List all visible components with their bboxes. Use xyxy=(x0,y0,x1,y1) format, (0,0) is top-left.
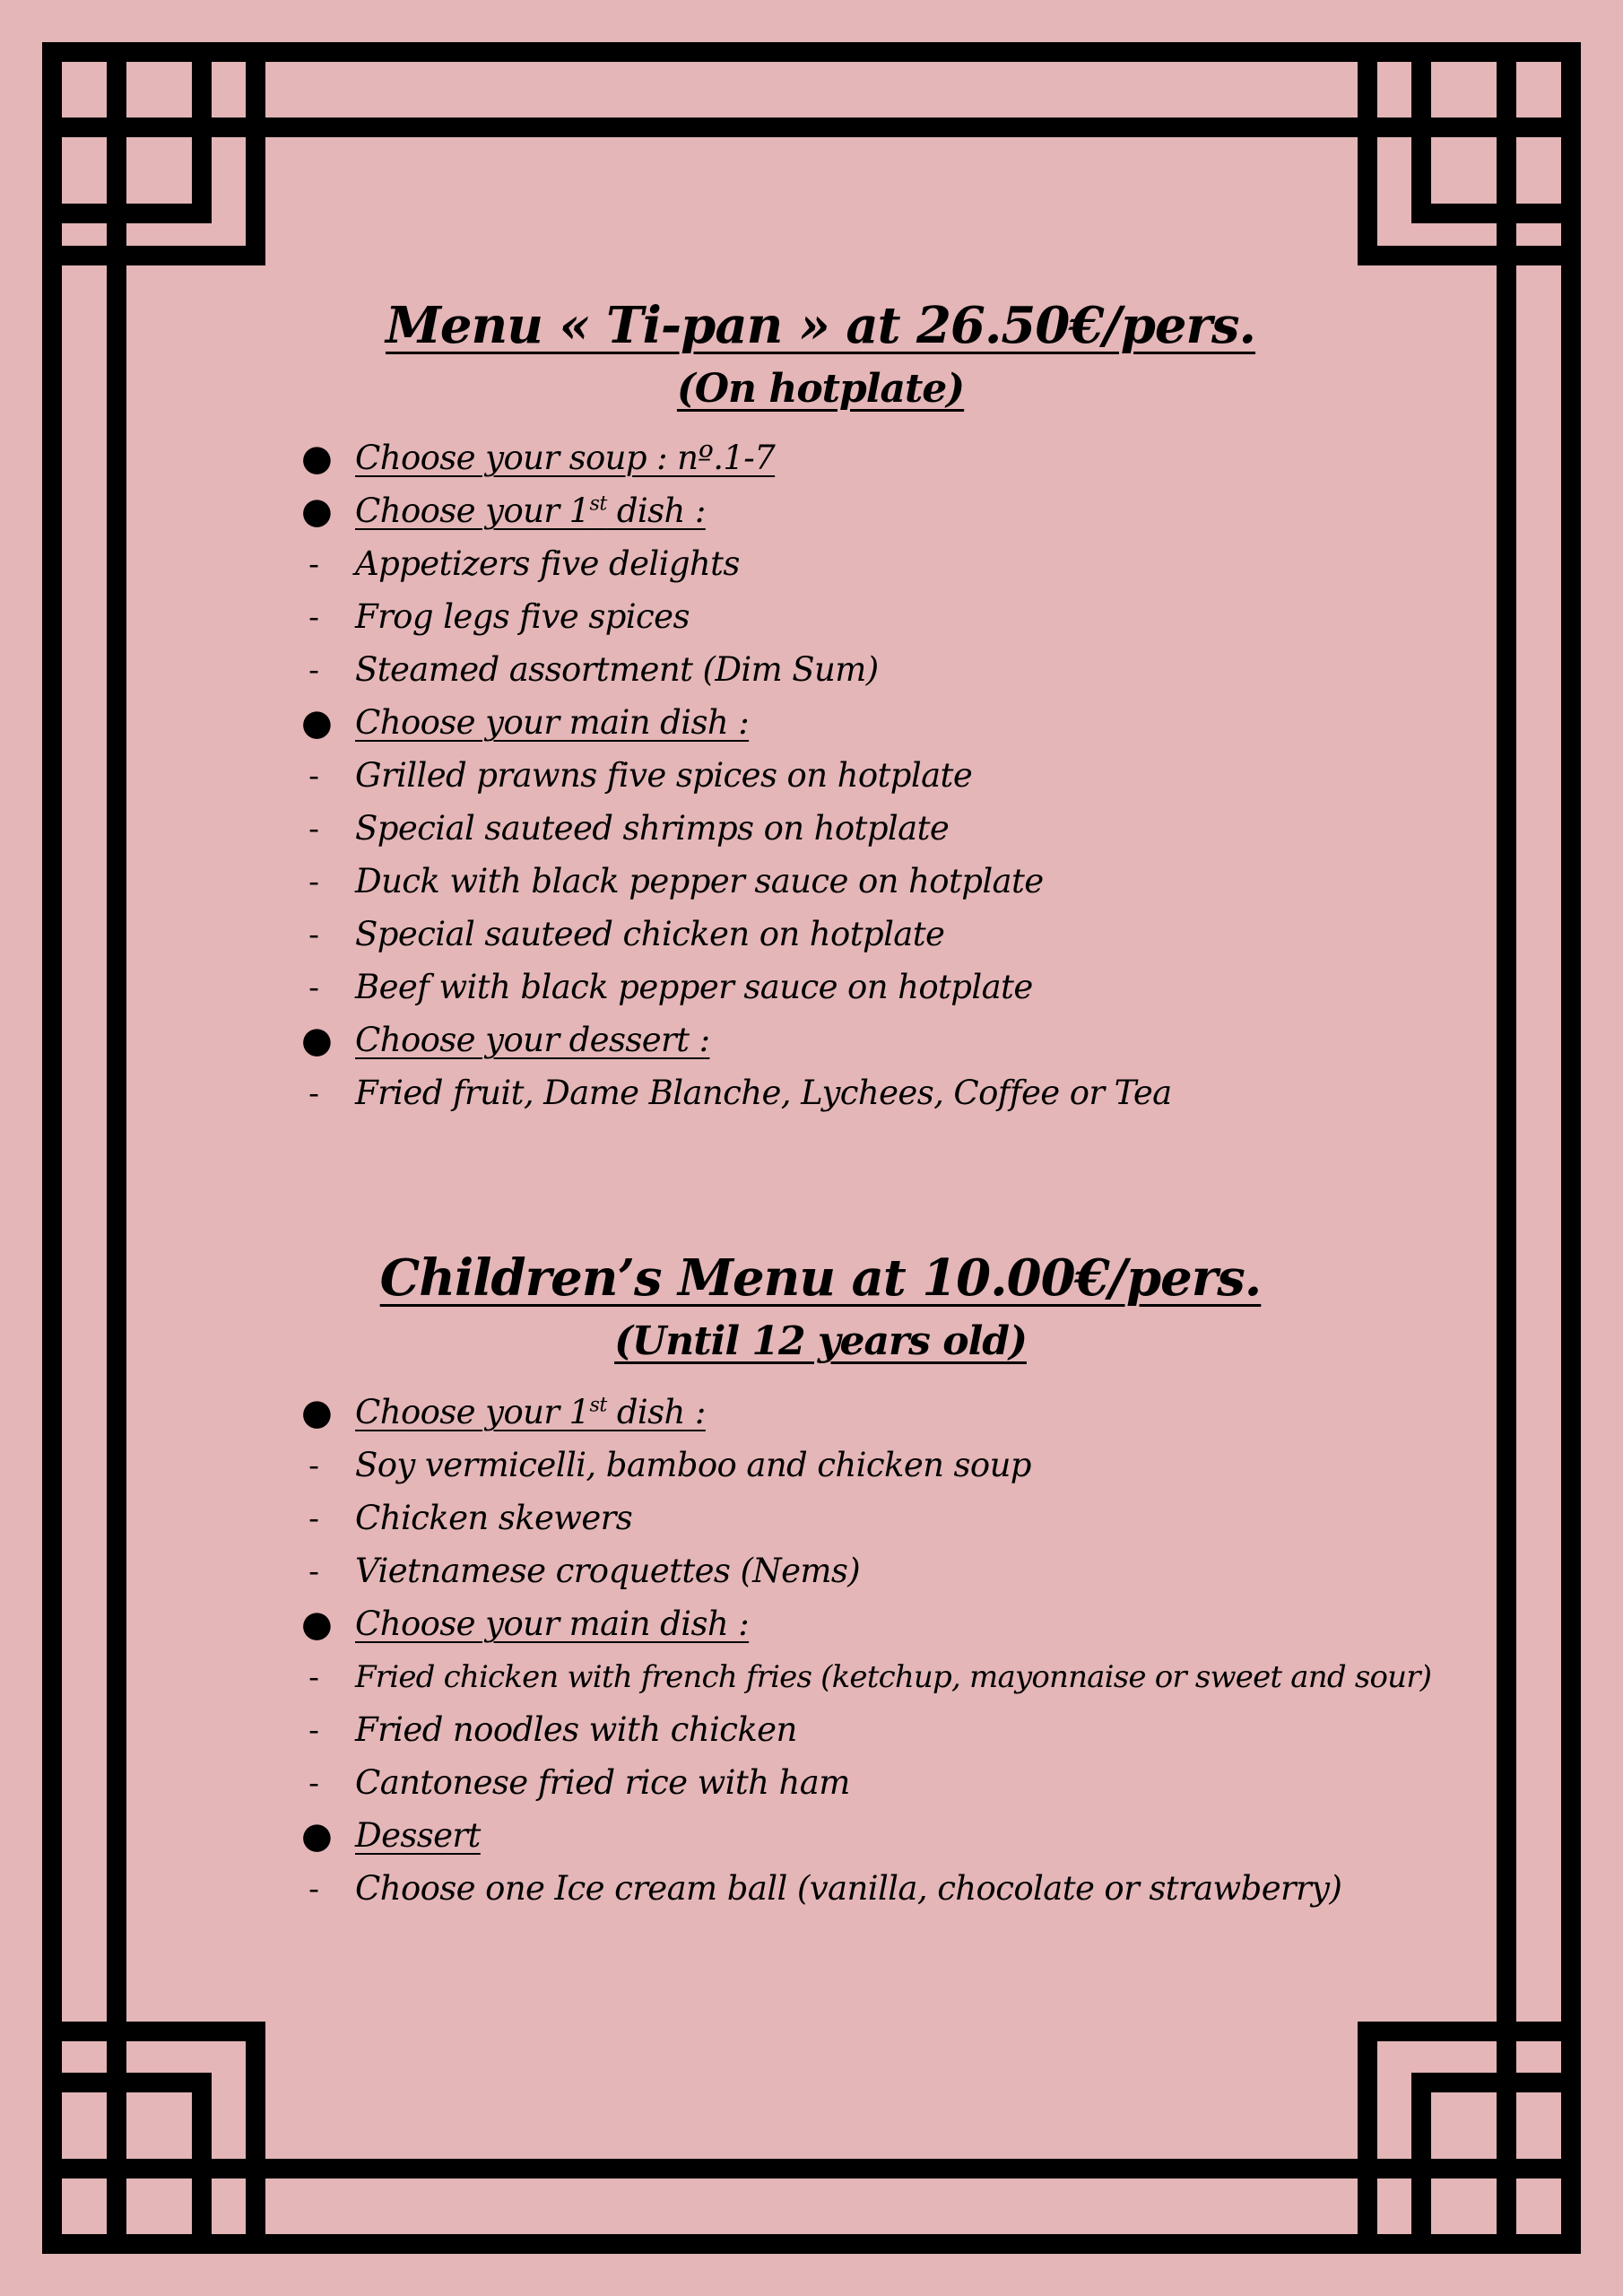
menu-item: Chicken skewers xyxy=(355,1499,633,1537)
ordinal-suffix: st xyxy=(589,491,607,516)
menu-item: Appetizers five delights xyxy=(355,544,740,583)
list-item xyxy=(0,1757,1623,1809)
dash-icon: - xyxy=(308,918,319,951)
list-item xyxy=(0,1545,1623,1597)
main-dish-heading: Choose your main dish : xyxy=(355,703,750,742)
bullet-icon: ● xyxy=(301,438,333,479)
bullet-icon: ● xyxy=(301,702,333,744)
heading-text: dish : xyxy=(606,1393,706,1431)
list-item xyxy=(0,1014,1623,1066)
menu-item: Cantonese fried rice with ham xyxy=(355,1763,850,1802)
list-item xyxy=(0,1651,1623,1703)
menu-item: Vietnamese croquettes (Nems) xyxy=(355,1552,861,1590)
list-item xyxy=(0,485,1623,537)
list-item xyxy=(0,803,1623,855)
dash-icon: - xyxy=(308,1713,319,1746)
list-item xyxy=(0,961,1623,1013)
menu-item: Special sauteed shrimps on hotplate xyxy=(355,809,950,848)
dash-icon: - xyxy=(308,1501,319,1535)
list-item xyxy=(0,1863,1623,1915)
dash-icon: - xyxy=(308,600,319,633)
menu-item: Grilled prawns five spices on hotplate xyxy=(355,756,973,795)
dash-icon: - xyxy=(308,1076,319,1109)
first-dish-heading xyxy=(355,485,706,537)
heading-text: Choose your 1 xyxy=(355,491,590,530)
dash-icon: - xyxy=(308,865,319,898)
bullet-icon: ● xyxy=(301,491,333,532)
menu-children-title: Children’s Menu at 10.00€/pers. xyxy=(379,1248,1262,1308)
menu-item: Duck with black pepper sauce on hotplate xyxy=(355,862,1044,900)
menu-item: Fried chicken with french fries (ketchup, mayonnaise or sweet and sour) xyxy=(355,1659,1432,1695)
menu-item: Choose one Ice cream ball (vanilla, chocolate or strawberry) xyxy=(355,1869,1342,1908)
first-dish-heading xyxy=(355,1387,706,1439)
menu-children-subtitle: (Until 12 years old) xyxy=(614,1318,1027,1364)
dash-icon: - xyxy=(308,1872,319,1905)
list-item xyxy=(0,1598,1623,1650)
main-dish-heading: Choose your main dish : xyxy=(355,1605,750,1643)
menu-item: Fried noodles with chicken xyxy=(355,1710,797,1749)
ordinal-suffix: st xyxy=(589,1393,607,1417)
bullet-icon: ● xyxy=(301,1020,333,1061)
menu-item: Soy vermicelli, bamboo and chicken soup xyxy=(355,1446,1031,1484)
dash-icon: - xyxy=(308,759,319,792)
menu-item: Frog legs five spices xyxy=(355,597,690,636)
menu-item: Special sauteed chicken on hotplate xyxy=(355,915,945,953)
heading-text: Choose your 1 xyxy=(355,1393,590,1431)
list-item xyxy=(0,1439,1623,1492)
list-item xyxy=(0,432,1623,484)
menu-item: Fried fruit, Dame Blanche, Lychees, Coffee or Tea xyxy=(355,1074,1172,1112)
dash-icon: - xyxy=(308,1554,319,1587)
dash-icon: - xyxy=(308,1766,319,1799)
list-item xyxy=(0,538,1623,590)
soup-heading: Choose your soup : nº.1-7 xyxy=(355,439,776,477)
dessert-heading: Dessert xyxy=(355,1816,481,1855)
dessert-heading: Choose your dessert : xyxy=(355,1021,710,1059)
list-item xyxy=(0,1492,1623,1544)
list-item xyxy=(0,856,1623,908)
menu-item: Steamed assortment (Dim Sum) xyxy=(355,650,879,689)
list-item xyxy=(0,1067,1623,1119)
list-item xyxy=(0,750,1623,802)
list-item xyxy=(0,697,1623,749)
bullet-icon: ● xyxy=(301,1604,333,1645)
dash-icon: - xyxy=(308,812,319,845)
list-item xyxy=(0,1810,1623,1862)
heading-text: dish : xyxy=(606,491,706,530)
menu-item: Beef with black pepper sauce on hotplate xyxy=(355,968,1033,1006)
list-item xyxy=(0,909,1623,961)
dash-icon: - xyxy=(308,1660,319,1693)
list-item xyxy=(0,644,1623,696)
dash-icon: - xyxy=(308,1448,319,1482)
list-item xyxy=(0,591,1623,643)
dash-icon: - xyxy=(308,970,319,1004)
bullet-icon: ● xyxy=(301,1392,333,1433)
list-item xyxy=(0,1387,1623,1439)
list-item xyxy=(0,1704,1623,1756)
menu-tipan-title: Menu « Ti-pan » at 26.50€/pers. xyxy=(385,296,1256,355)
bullet-icon: ● xyxy=(301,1815,333,1857)
menu-tipan-subtitle: (On hotplate) xyxy=(676,366,965,412)
dash-icon: - xyxy=(308,653,319,686)
dash-icon: - xyxy=(308,547,319,580)
